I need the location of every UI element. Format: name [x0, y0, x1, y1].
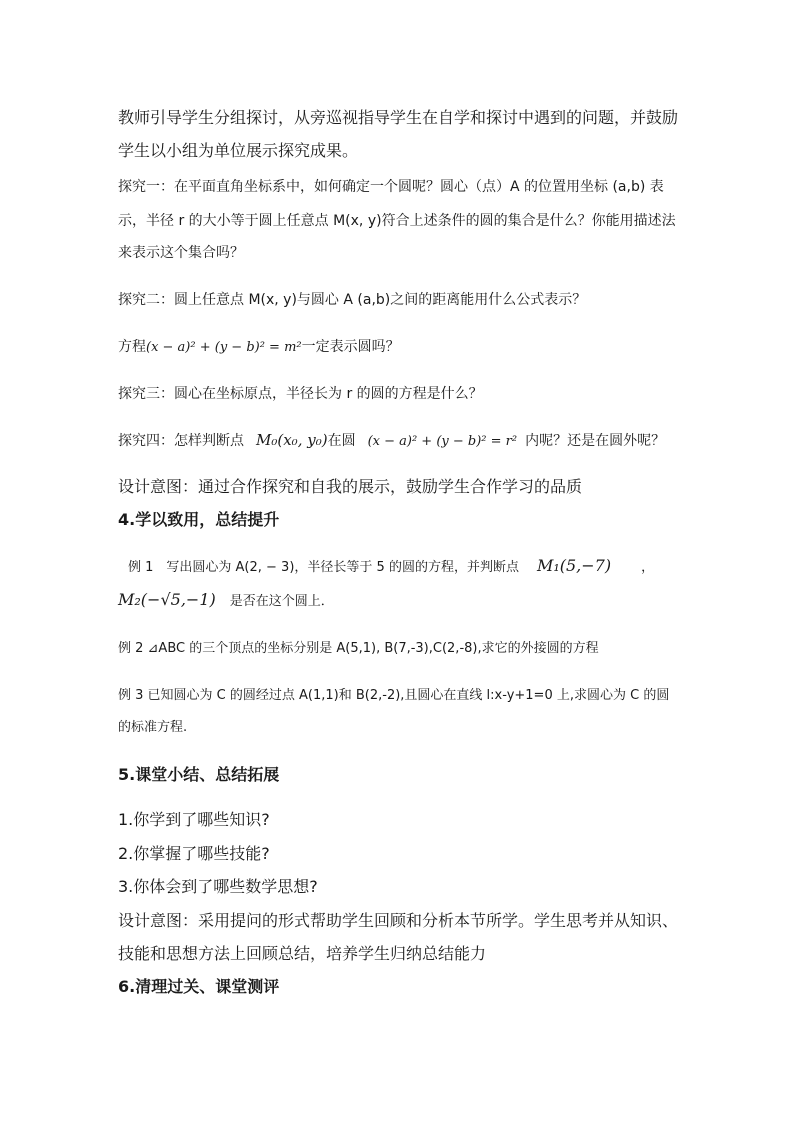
explore-2: 探究二：圆上任意点 M(x, y)与圆心 A (a,b)之间的距离能用什么公式表示？	[118, 292, 587, 308]
explore-4-prefix: 探究四：怎样判断点	[118, 433, 244, 449]
design-intent-2-line-2: 技能和思想方法上回顾总结，培养学生归纳总结能力	[118, 944, 487, 963]
section-6-heading: 6.清理过关、课堂测评	[118, 977, 280, 996]
question-3: 3.你体会到了哪些数学思想?	[118, 877, 318, 896]
example-1-suffix: 是否在这个圆上．	[229, 594, 334, 609]
explore-1-line-2: 示，半径 r 的大小等于圆上任意点 M(x, y)符合上述条件的圆的集合是什么？你能用描述法	[118, 213, 676, 229]
example-1-line-1	[128, 556, 688, 575]
example-3-line-1: 例 3 已知圆心为 C 的圆经过点 A(1,1)和 B(2,-2),且圆心在直线 l:x-y+1=0 上,求圆心为 C 的圆	[118, 688, 670, 703]
example-1-prefix: 例 1 写出圆心为 A(2, − 3)，半径长等于 5 的圆的方程，并判断点	[128, 560, 519, 575]
example-1-comma: ，	[641, 560, 655, 575]
equation-suffix: 一定表示圆吗？	[301, 339, 400, 355]
example-1-line-2	[118, 590, 678, 609]
section-5-heading: 5.课堂小结、总结拓展	[118, 765, 280, 784]
explore-4	[118, 430, 678, 450]
explore-1-line-3: 来表示这个集合吗？	[118, 245, 244, 261]
example-2: 例 2 ⊿ABC 的三个顶点的坐标分别是 A(5,1), B(7,-3),C(2,-8),求它的外接圆的方程	[118, 641, 599, 656]
intro-line-1: 教师引导学生分组探讨，从旁巡视指导学生在自学和探讨中遇到的问题，并鼓励	[118, 108, 679, 127]
example-1-point-m1: M₁(5,−7)	[536, 556, 612, 575]
explore-4-point: M₀(x₀, y₀)	[256, 431, 328, 449]
explore-3: 探究三：圆心在坐标原点，半径长为 r 的圆的方程是什么？	[118, 386, 483, 402]
example-1-point-m2: M₂(−√5,−1)	[118, 590, 216, 609]
question-2: 2.你掌握了哪些技能?	[118, 844, 270, 863]
equation-prefix: 方程	[118, 339, 146, 355]
intro-line-2: 学生以小组为单位展示探究成果。	[118, 141, 359, 160]
example-3-line-2: 的标准方程.	[118, 720, 188, 735]
explore-1-line-1: 探究一：在平面直角坐标系中，如何确定一个圆呢？圆心（点）A 的位置用坐标 (a,b) 表	[118, 179, 664, 195]
explore-4-mid: 在圆	[327, 433, 356, 449]
equation-question	[118, 336, 678, 356]
equation-formula: (x − a)² + (y − b)² = m²	[146, 340, 302, 355]
question-1: 1.你学到了哪些知识?	[118, 810, 270, 829]
design-intent-2-line-1: 设计意图：采用提问的形式帮助学生回顾和分析本节所学。学生思考并从知识、	[118, 911, 679, 930]
design-intent-1: 设计意图：通过合作探究和自我的展示，鼓励学生合作学习的品质	[118, 477, 583, 496]
section-4-heading: 4.学以致用，总结提升	[118, 510, 280, 529]
explore-4-suffix: 内呢？还是在圆外呢？	[525, 433, 666, 449]
explore-4-formula: (x − a)² + (y − b)² = r²	[367, 434, 518, 449]
